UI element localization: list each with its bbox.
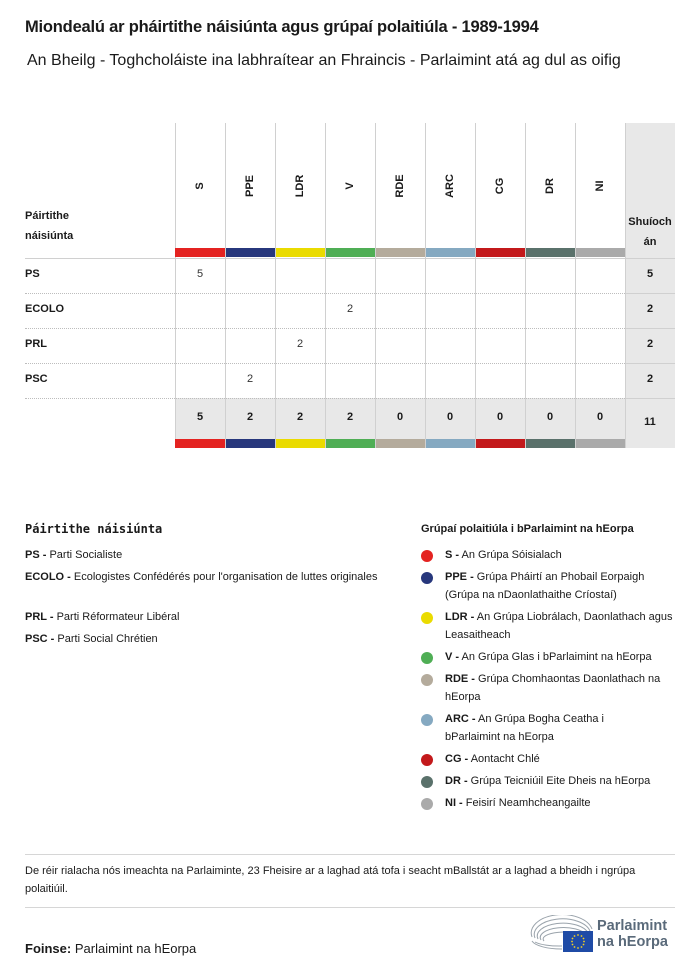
legend-name: Grúpa Chomhaontas Daonlathach na hEorpa xyxy=(445,673,661,703)
source-value: Parlaimint na hEorpa xyxy=(74,941,197,956)
column-label: NI xyxy=(594,180,606,192)
column-total: 0 xyxy=(446,411,454,423)
legend-dot-ni xyxy=(421,798,433,810)
seats-table xyxy=(0,0,700,460)
color-bar-ldr xyxy=(276,248,325,257)
legend-dot-ppe xyxy=(421,572,433,584)
legend-dot-arc xyxy=(421,714,433,726)
column-total: 0 xyxy=(546,411,554,423)
column-label: DR xyxy=(544,178,556,194)
legend-parties-title: Páirtithe náisiúnta xyxy=(25,522,163,536)
legend-name: Grúpa Teicniúil Eite Dheis na hEorpa xyxy=(470,775,651,787)
column-header-ppe xyxy=(225,123,275,248)
legend-dot-s xyxy=(421,550,433,562)
column-header-dr xyxy=(525,123,575,248)
logo-line-2: na hEorpa xyxy=(597,934,668,950)
column-header-ldr xyxy=(275,123,325,248)
legend-group-item xyxy=(445,750,680,768)
page-subtitle: An Bheilg - Toghcholáiste ina labhraítear an Fhraincis - Parlaimint atá ag dul as oifig xyxy=(27,52,621,69)
color-bar-ppe xyxy=(226,439,275,448)
legend-code: PPE - xyxy=(445,571,474,583)
column-label: PPE xyxy=(244,174,256,198)
legend-group-item xyxy=(445,794,680,812)
legend-group-item xyxy=(445,772,690,790)
total-column xyxy=(625,123,675,448)
color-bar-ldr xyxy=(276,439,325,448)
table-cell: 2 xyxy=(246,373,254,385)
legend-name: An Grúpa Liobrálach, Daonlathach agus Leasaitheach xyxy=(445,611,673,641)
legend-name: An Grúpa Glas i bParlaimint na hEorpa xyxy=(461,651,652,663)
total-header-line-2: án xyxy=(643,236,657,248)
column-label: V xyxy=(344,182,356,190)
legend-code: ECOLO - xyxy=(25,571,71,583)
table-cell: 2 xyxy=(346,303,354,315)
color-bar-rde xyxy=(376,439,425,448)
row-header-line-1: Páirtithe xyxy=(25,210,70,222)
color-bar-ppe xyxy=(226,248,275,257)
legend-code: PSC - xyxy=(25,633,55,645)
legend-group-item xyxy=(445,648,685,666)
row-divider xyxy=(25,398,625,399)
column-total: 0 xyxy=(396,411,404,423)
legend-code: NI - xyxy=(445,797,463,809)
legend-groups-title: Grúpaí polaitiúla i bParlaimint na hEorpa xyxy=(421,523,634,535)
legend-group-item xyxy=(445,670,680,706)
column-total: 2 xyxy=(346,411,354,423)
column-header-cg xyxy=(475,123,525,248)
logo-text xyxy=(597,918,668,950)
table-cell: 5 xyxy=(196,268,204,280)
color-bar-arc xyxy=(426,248,475,257)
footer-divider xyxy=(25,907,675,908)
legend-name: Aontacht Chlé xyxy=(470,753,540,765)
color-bar-cg xyxy=(476,248,525,257)
legend-name: Ecologistes Confédérés pour l'organisation de luttes originales xyxy=(73,571,378,583)
color-bar-dr xyxy=(526,248,575,257)
legend-dot-ldr xyxy=(421,612,433,624)
color-bar-cg xyxy=(476,439,525,448)
column-label: CG xyxy=(494,177,506,195)
header-divider xyxy=(25,258,675,259)
row-divider xyxy=(25,363,625,364)
parliament-hemicycle-icon xyxy=(530,915,594,953)
legend-group-item xyxy=(445,546,680,564)
row-total: 5 xyxy=(646,268,654,280)
color-bar-dr xyxy=(526,439,575,448)
legend-code: S - xyxy=(445,549,460,561)
legend-party-item xyxy=(25,630,385,648)
legend-party-item xyxy=(25,568,385,586)
legend-group-item xyxy=(445,710,645,746)
color-bar-v xyxy=(326,248,375,257)
column-total: 5 xyxy=(196,411,204,423)
legend-dot-v xyxy=(421,652,433,664)
legend-name: Grúpa Pháirtí an Phobail Eorpaigh (Grúpa na nDaonlathaithe Críostaí) xyxy=(445,571,645,601)
row-label-prl: PRL xyxy=(25,338,47,350)
total-header xyxy=(625,212,675,252)
grand-total: 11 xyxy=(644,416,656,428)
total-header-line-1: Shuíoch xyxy=(628,216,672,228)
total-divider xyxy=(625,328,675,329)
logo-line-1: Parlaimint xyxy=(597,918,668,934)
color-bar-ni xyxy=(576,248,625,257)
row-divider xyxy=(25,293,625,294)
page-title: Miondealú ar pháirtithe náisiúnta agus grúpaí polaitiúla - 1989-1994 xyxy=(25,18,539,36)
legend-name: Parti Réformateur Libéral xyxy=(56,611,180,623)
legend-group-item xyxy=(445,568,680,604)
color-bar-v xyxy=(326,439,375,448)
source-line xyxy=(25,941,196,956)
legend-dot-rde xyxy=(421,674,433,686)
legend-code: RDE - xyxy=(445,673,475,685)
row-total: 2 xyxy=(646,373,654,385)
total-divider xyxy=(625,293,675,294)
legend-name: Parti Socialiste xyxy=(49,549,123,561)
column-header-rde xyxy=(375,123,425,248)
column-label: S xyxy=(194,182,206,190)
legend-name: Feisirí Neamhcheangailte xyxy=(465,797,591,809)
legend-code: PS - xyxy=(25,549,47,561)
european-parliament-logo xyxy=(530,915,680,957)
legend-code: PRL - xyxy=(25,611,54,623)
legend-code: DR - xyxy=(445,775,468,787)
legend-code: CG - xyxy=(445,753,469,765)
column-total: 2 xyxy=(246,411,254,423)
row-label-psc: PSC xyxy=(25,373,48,385)
color-bar-ni xyxy=(576,439,625,448)
table-cell: 2 xyxy=(296,338,304,350)
legend-code: V - xyxy=(445,651,460,663)
column-header-arc xyxy=(425,123,475,248)
column-label: LDR xyxy=(294,174,306,198)
total-divider xyxy=(625,363,675,364)
column-header-v xyxy=(325,123,375,248)
legend-party-item xyxy=(25,546,385,564)
color-bar-rde xyxy=(376,248,425,257)
legend-name: An Grúpa Sóisialach xyxy=(461,549,562,561)
legend-party-item xyxy=(25,608,385,626)
row-label-ps: PS xyxy=(25,268,40,280)
legend-name: Parti Social Chrétien xyxy=(57,633,158,645)
row-header-label xyxy=(25,206,73,246)
column-header-s xyxy=(175,123,225,248)
legend-name: An Grúpa Bogha Ceatha i bParlaimint na hEorpa xyxy=(445,713,604,743)
column-header-ni xyxy=(575,123,625,248)
legend-dot-dr xyxy=(421,776,433,788)
column-label: RDE xyxy=(394,174,406,198)
column-total: 0 xyxy=(496,411,504,423)
legend-dot-cg xyxy=(421,754,433,766)
row-total: 2 xyxy=(646,303,654,315)
column-total: 2 xyxy=(296,411,304,423)
footer-divider xyxy=(25,854,675,855)
row-divider xyxy=(25,328,625,329)
row-total: 2 xyxy=(646,338,654,350)
column-total: 0 xyxy=(596,411,604,423)
row-header-line-2: náisiúnta xyxy=(25,230,74,242)
row-label-ecolo: ECOLO xyxy=(25,303,65,315)
total-divider xyxy=(625,398,675,399)
color-bar-s xyxy=(175,248,225,257)
legend-code: LDR - xyxy=(445,611,475,623)
column-label: ARC xyxy=(444,174,456,198)
footnote: De réir rialacha nós imeachta na Parlaiminte, 23 Fheisire ar a laghad atá tofa i seacht mBallstát ar a laghad a bheidh i ngrúpa polaitiúil. xyxy=(25,865,636,895)
legend-code: ARC - xyxy=(445,713,476,725)
legend-group-item xyxy=(445,608,680,644)
source-label: Foinse: xyxy=(25,941,72,956)
color-bar-s xyxy=(175,439,225,448)
color-bar-arc xyxy=(426,439,475,448)
